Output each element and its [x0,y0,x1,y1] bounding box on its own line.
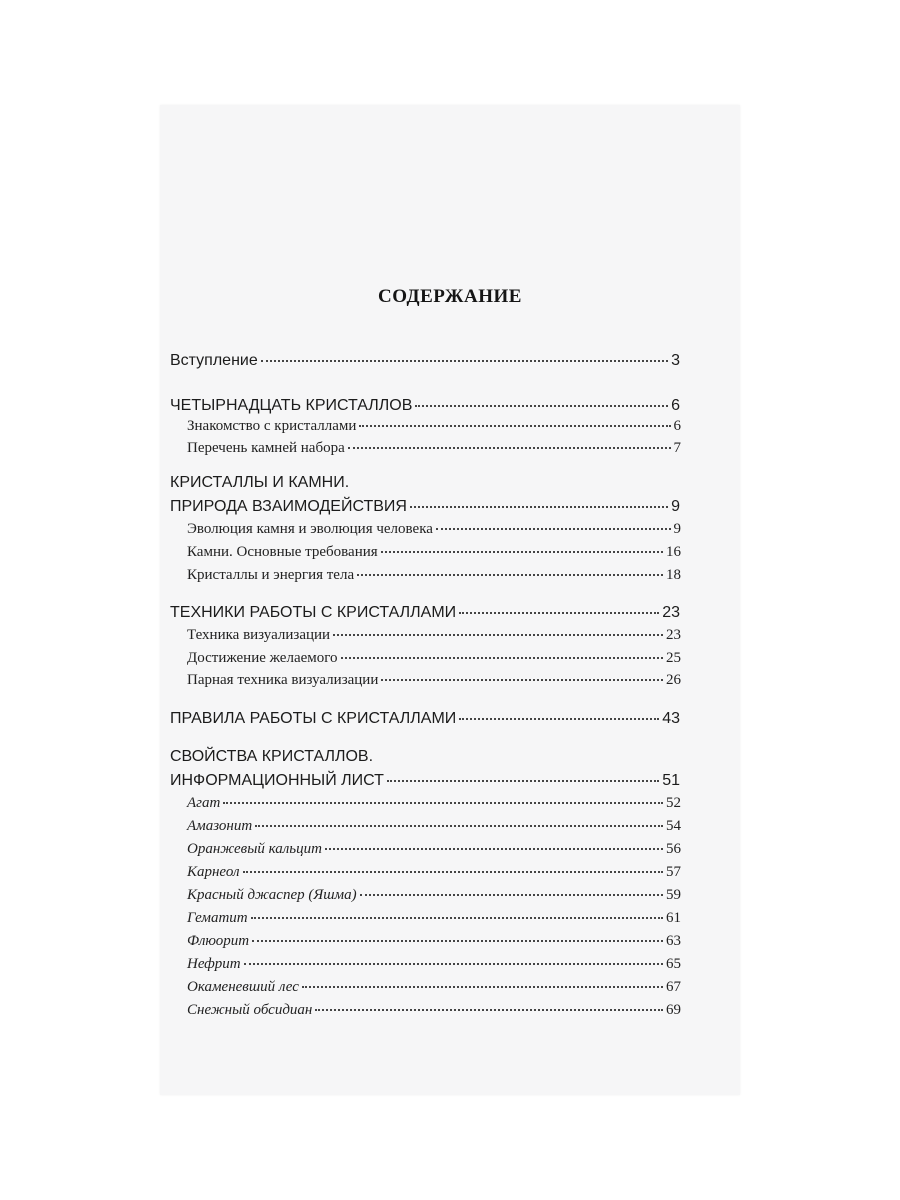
toc-entry-page: 69 [666,1002,681,1018]
toc-subentry[interactable] [187,521,681,538]
leader-dots [325,847,663,850]
toc-entry-label: ИНФОРМАЦИОННЫЙ ЛИСТ [170,772,384,789]
toc-subentry[interactable] [187,979,681,996]
toc-subentry[interactable] [187,933,681,950]
toc-entry-page: 43 [662,710,680,727]
toc-entry-label: Эволюция камня и эволюция человека [187,521,433,537]
page-title: СОДЕРЖАНИЕ [378,286,522,307]
leader-dots [341,656,663,659]
toc-entry-label: Достижение желаемого [187,650,338,666]
toc-entry-label: Перечень камней набора [187,440,345,456]
toc-entry-label: ПРАВИЛА РАБОТЫ С КРИСТАЛЛАМИ [170,710,457,727]
toc-entry-page: 59 [666,887,681,903]
toc-subentry[interactable] [187,956,681,973]
leader-dots [415,404,668,407]
toc-entry-page: 9 [673,521,681,537]
toc-subentry[interactable] [187,650,681,667]
toc-chapter-4[interactable] [170,710,680,728]
leader-dots [360,893,663,896]
toc-entry-label: Камни. Основные требования [187,544,378,560]
leader-dots [359,424,670,427]
leader-dots [381,550,663,553]
toc-entry-label: Техника визуализации [187,627,331,643]
toc-entry-page: 26 [666,672,681,688]
toc-entry-label: ТЕХНИКИ РАБОТЫ С КРИСТАЛЛАМИ [170,604,457,621]
toc-entry-page: 54 [666,818,681,834]
leader-dots [333,633,663,636]
toc-entry-page: 67 [666,979,681,995]
leader-dots [251,916,663,919]
toc-subentry[interactable] [187,1002,681,1019]
toc-chapter-5-heading: СВОЙСТВА КРИСТАЛЛОВ. [170,748,374,765]
toc-entry-page: 6 [673,418,681,434]
toc-entry-label: Амазонит [187,818,253,834]
toc-entry-page: 65 [666,956,681,972]
leader-dots [348,446,671,449]
toc-entry-page: 61 [666,910,681,926]
toc-entry-label: Кристаллы и энергия тела [187,567,355,583]
leader-dots [244,962,663,965]
toc-entry-page: 23 [662,604,680,621]
toc-entry-page: 51 [662,772,680,789]
toc-subentry[interactable] [187,864,681,881]
toc-entry-page: 6 [671,397,680,414]
toc-entry-label: Агат [187,795,221,811]
leader-dots [223,801,663,804]
toc-subentry[interactable] [187,567,681,584]
toc-entry-label: Парная техника визуализации [187,672,379,688]
leader-dots [459,611,659,614]
leader-dots [261,359,668,362]
toc-entry-label: Вступление [170,352,258,369]
toc-entry-label: Нефрит [187,956,241,972]
leader-dots [255,824,663,827]
leader-dots [302,985,663,988]
toc-subentry[interactable] [187,841,681,858]
toc-chapter-2[interactable] [170,498,680,516]
toc-entry-label: Флюорит [187,933,250,949]
toc-entry-label: Снежный обсидиан [187,1002,313,1018]
toc-entry-page: 52 [666,795,681,811]
toc-entry-page: 63 [666,933,681,949]
toc-entry-page: 57 [666,864,681,880]
toc-entry-page: 23 [666,627,681,643]
toc-subentry[interactable] [187,440,681,457]
toc-entry-label: Красный джаспер (Яшма) [187,887,357,903]
leader-dots [387,779,659,782]
toc-entry-label: Окаменевший лес [187,979,299,995]
toc-entry-page: 7 [673,440,681,456]
toc-entry-intro[interactable] [170,352,680,370]
toc-entry-label: ПРИРОДА ВЗАИМОДЕЙСТВИЯ [170,498,407,515]
toc-entry-label: ЧЕТЫРНАДЦАТЬ КРИСТАЛЛОВ [170,397,413,414]
toc-subentry[interactable] [187,418,681,435]
toc-subentry[interactable] [187,910,681,927]
toc-chapter-5[interactable] [170,772,680,790]
toc-subentry[interactable] [187,672,681,689]
toc-chapter-2-heading: КРИСТАЛЛЫ И КАМНИ. [170,474,350,491]
toc-entry-page: 9 [671,498,680,515]
table-of-contents [170,0,680,1200]
toc-entry-page: 3 [671,352,680,369]
toc-subentry[interactable] [187,795,681,812]
toc-subentry[interactable] [187,818,681,835]
toc-entry-label: Знакомство с кристаллами [187,418,357,434]
leader-dots [252,939,663,942]
toc-chapter-1[interactable] [170,397,680,415]
toc-subentry[interactable] [187,544,681,561]
toc-entry-page: 18 [666,567,681,583]
leader-dots [381,678,663,681]
toc-entry-page: 16 [666,544,681,560]
toc-subentry[interactable] [187,887,681,904]
leader-dots [459,717,659,720]
toc-entry-label: Карнеол [187,864,240,880]
toc-entry-page: 56 [666,841,681,857]
leader-dots [357,573,663,576]
leader-dots [243,870,663,873]
toc-chapter-3[interactable] [170,604,680,622]
leader-dots [410,505,668,508]
toc-entry-page: 25 [666,650,681,666]
toc-subentry[interactable] [187,627,681,644]
toc-entry-label: Гематит [187,910,248,926]
leader-dots [436,527,671,530]
leader-dots [315,1008,663,1011]
toc-entry-label: Оранжевый кальцит [187,841,322,857]
